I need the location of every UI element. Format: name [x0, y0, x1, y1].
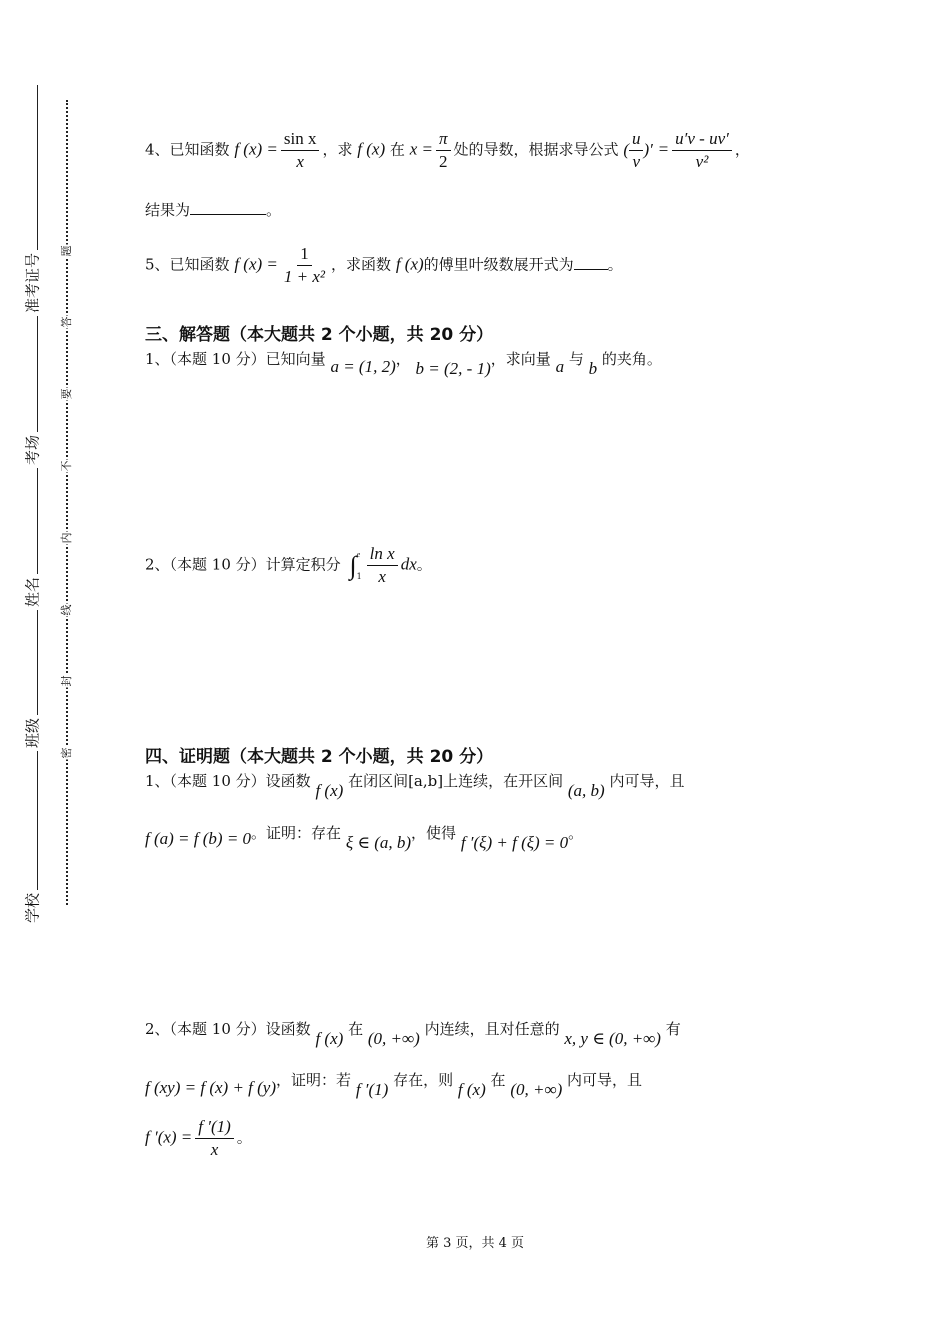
- section-4-question-2-line-3: f ′(x) = $\frac{f '(1)}{x}$ 。: [145, 1117, 252, 1159]
- question-4-answer-line: 结果为 。: [145, 198, 281, 220]
- section-4-title: 四、证明题（本大题共 2 个小题，共 20 分）: [145, 747, 494, 767]
- answer-blank[interactable]: [190, 198, 266, 215]
- binding-dotted-line: [66, 100, 68, 905]
- section-3-title: 三、解答题（本大题共 2 个小题，共 20 分）: [145, 325, 494, 345]
- question-5: 5、已知函数 f (x) = $\frac{1}{\text{1 + x²}}$ ，求函数 f (x)的傅里叶级数展开式为 。: [145, 244, 623, 286]
- section-4-question-2: 2、（本题 10 分）设函数 f (x) 在 (0, +∞) 内连续，且对任意的 x, y ∈ (0, +∞) 有: [145, 1020, 681, 1048]
- seal-char-yao: 要: [60, 388, 73, 400]
- section-3-question-1: 1、（本题 10 分）已知向量 a = (1, 2)， b = (2, - 1)，求向量 a 与 b 的夹角。: [145, 350, 662, 378]
- seal-char-nei: 内: [60, 532, 73, 544]
- section-4-question-2-line-2: f (xy) = f (x) + f (y)，证明：若 f ′(1) 存在，则 f (x) 在 (0, +∞) 内可导，且: [145, 1071, 643, 1099]
- binding-solid-line: [37, 85, 38, 925]
- integrand-fraction: $\frac{\text{ln x}}{x}$: [367, 545, 398, 586]
- label-name: 姓名: [22, 574, 43, 610]
- q4-quotient-rule-fraction: $\frac{u'v - uv'}{\text{v²}}$: [672, 130, 732, 171]
- label-exam-room: 考场: [22, 432, 43, 468]
- integral-sign: ∫: [349, 550, 357, 580]
- section-4-question-1-line-2: f (a) = f (b) = 0。证明：存在 ξ ∈ (a, b)，使得 f ′(ξ) + f (ξ) = 0。: [145, 824, 584, 852]
- q4-function-fraction: $\frac{\text{sin x}}{x}$: [281, 130, 320, 171]
- seal-char-mi: 密: [60, 747, 73, 759]
- conclusion-fraction: $\frac{f '(1)}{x}$: [195, 1118, 234, 1159]
- q5-function-fraction: $\frac{1}{\text{1 + x²}}$: [283, 244, 326, 286]
- q4-point-fraction: $\frac{\pi}{2}$: [436, 130, 451, 171]
- seal-char-da: 答: [60, 316, 73, 328]
- seal-char-bu: 不: [60, 460, 73, 472]
- label-admission-number: 准考证号: [22, 250, 43, 316]
- label-class: 班级: [22, 715, 43, 751]
- seal-char-xian: 线: [60, 604, 73, 616]
- question-4: 4、已知函数 f (x) = $\frac{\text{sin x}}{x}$ ，求 f (x) 在 x = $\frac{\pi}{2}$ 处的导数，根据求导公式 ( $\frac{u}{v}$ )′ = $\frac{u'v - uv'}{\text{v²}}$ ，: [145, 129, 750, 172]
- section-3-question-2: 2、（本题 10 分）计算定积分 ∫ e 1 $\frac{\text{ln x}}{x}$ dx。: [145, 544, 432, 586]
- answer-blank[interactable]: [574, 253, 608, 270]
- label-school: 学校: [22, 890, 43, 926]
- seal-char-feng: 封: [60, 675, 73, 687]
- seal-char-ti: 题: [60, 245, 73, 257]
- page-footer: 第 3 页，共 4 页: [425, 1236, 525, 1251]
- section-4-question-1: 1、（本题 10 分）设函数 f (x) 在闭区间[a,b]上连续，在开区间 (a, b) 内可导，且: [145, 772, 685, 800]
